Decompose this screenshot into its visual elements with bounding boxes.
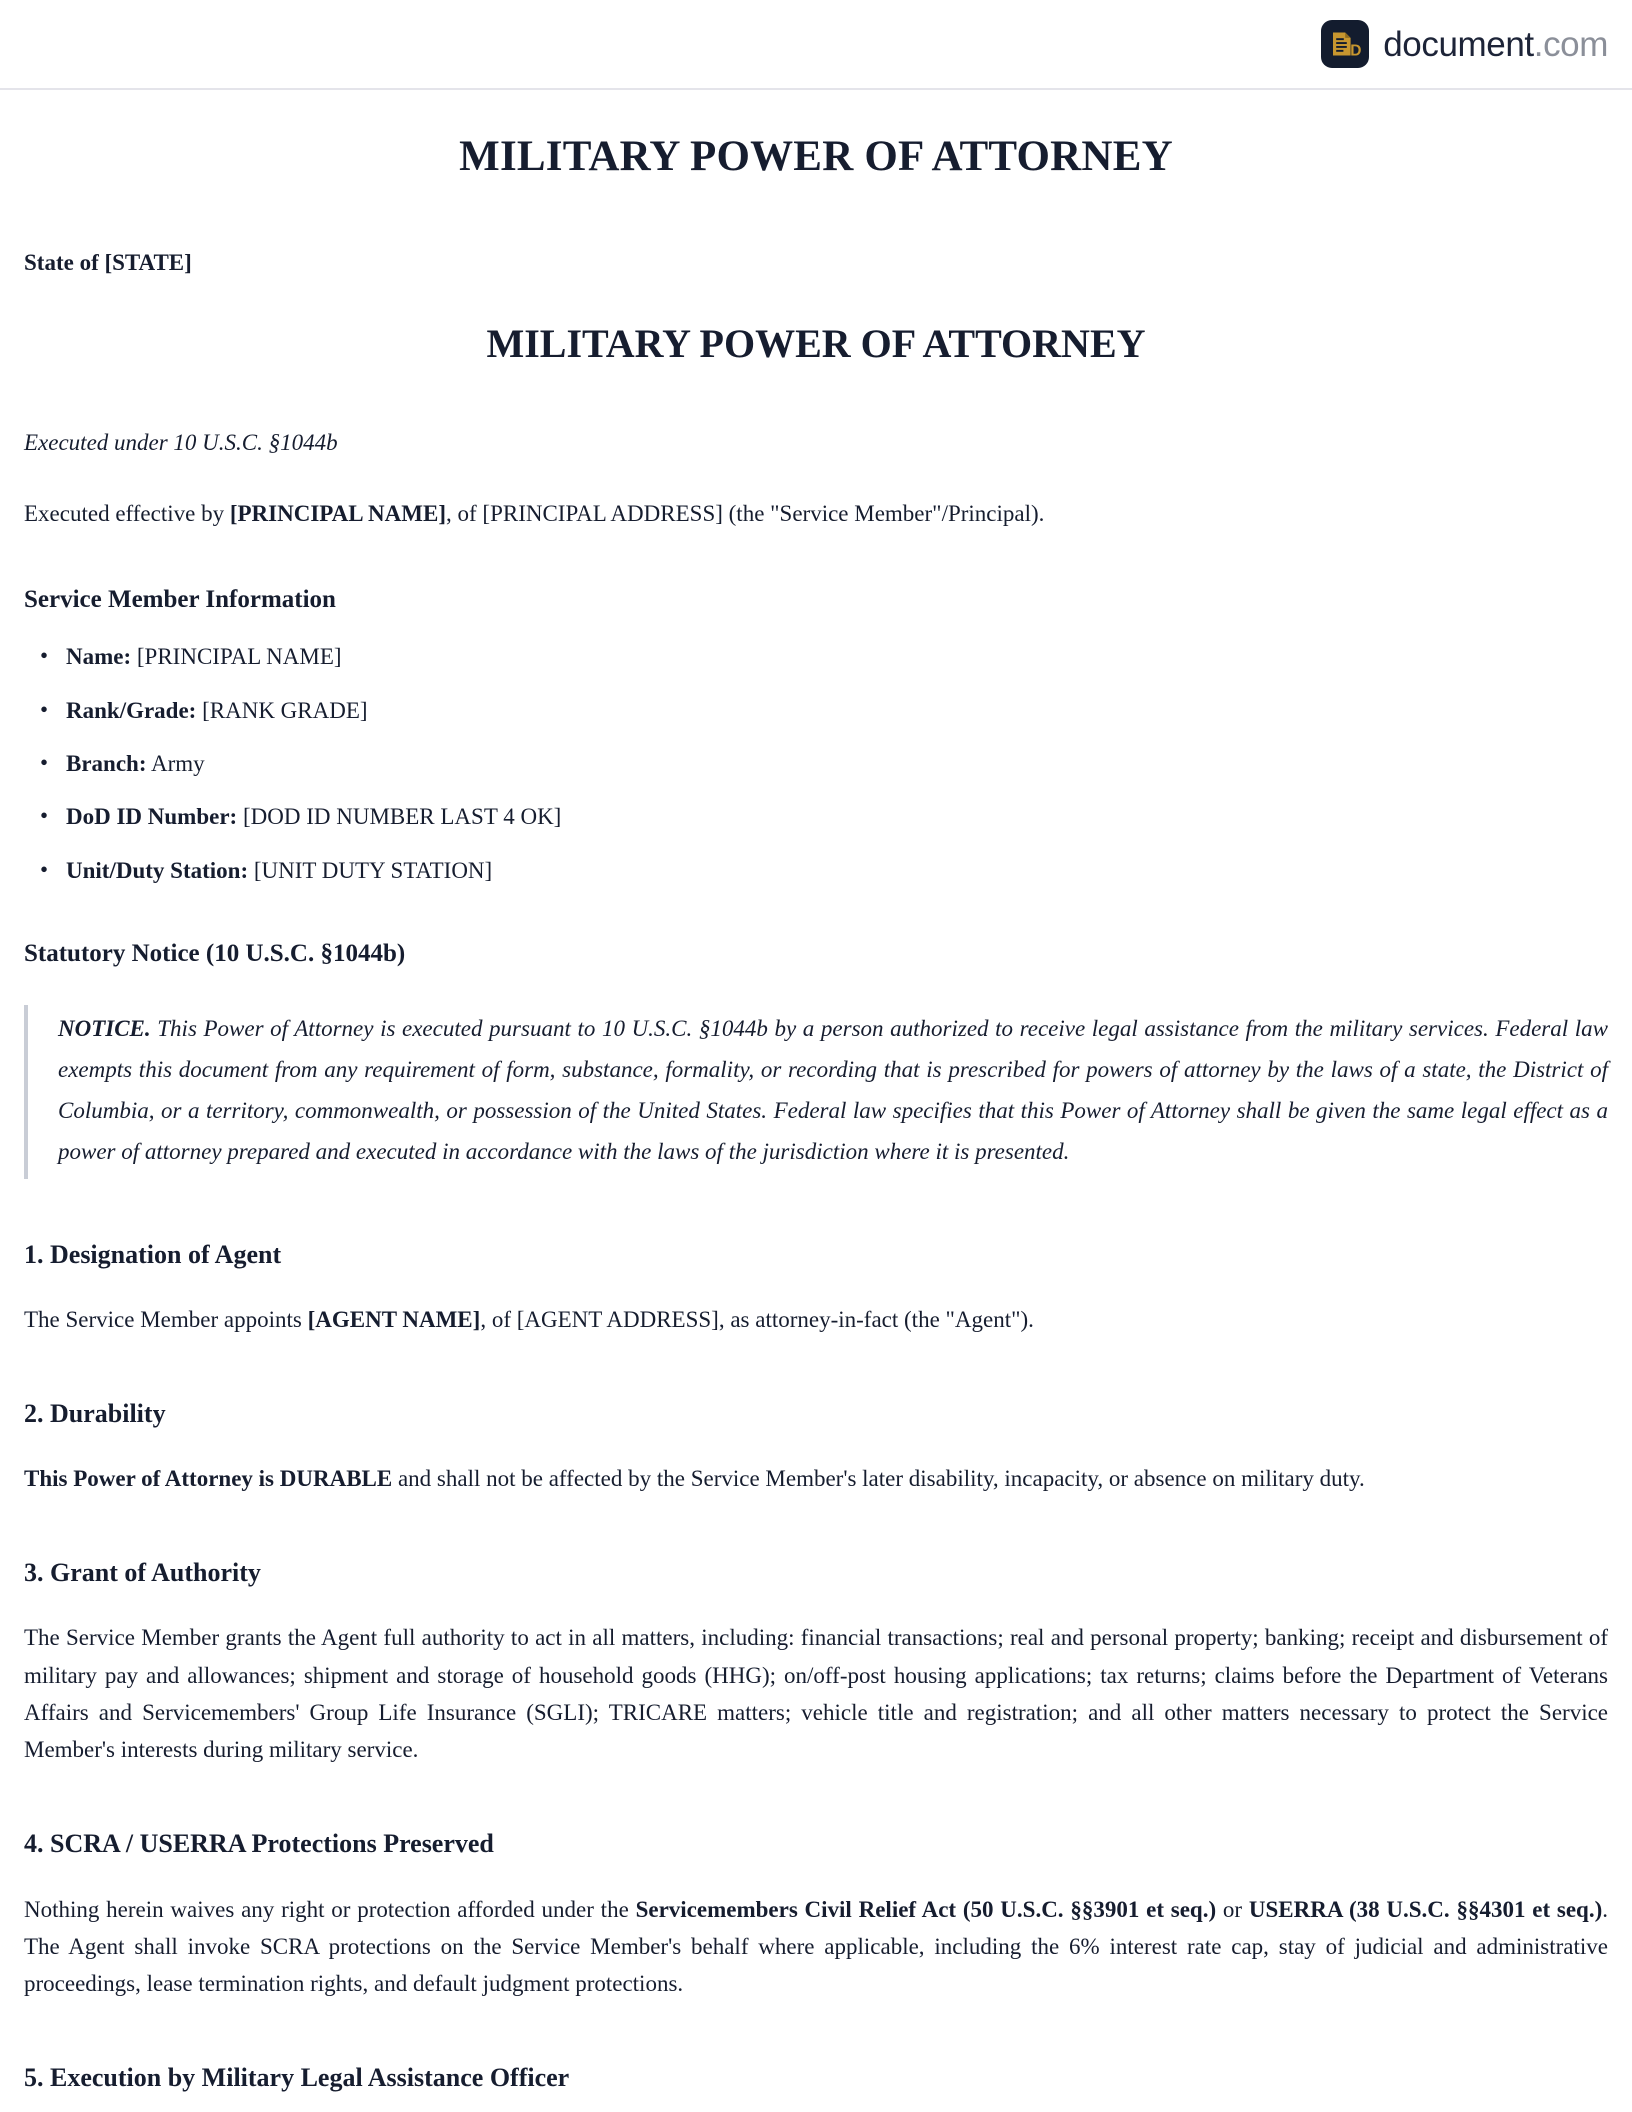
statutory-notice-heading: Statutory Notice (10 U.S.C. §1044b) (24, 940, 406, 968)
designation-of-agent-paragraph (24, 1301, 1608, 1338)
section-heading-durability: 2. Durability (24, 1399, 166, 1428)
list-item-value: [RANK GRADE] (202, 697, 368, 723)
section-heading-grant-of-authority: 3. Grant of Authority (24, 1558, 261, 1588)
document-logo-icon (1321, 20, 1369, 68)
notice-body-text: This Power of Attorney is executed pursuant to 10 U.S.C. §1044b by a person authorized to receive legal assistance from the military services. Federal law exempts this document from any requirement of form, substance, formality, or recording that is prescribed for powers of attorney by the laws of a state, the District of Columbia, or a territory, commonwealth, or possession of the United States. Federal law specifies that this Power of Attorney shall be given the same legal effect as a power of attorney prepared and executed in accordance with the laws of the jurisdiction where it is presented. (58, 1015, 1608, 1164)
site-header (0, 0, 1632, 90)
list-item-label: Rank/Grade: (66, 697, 197, 723)
intro-post-text: , of [PRINCIPAL ADDRESS] (the "Service Member"/Principal). (446, 501, 1045, 527)
durability-body-text: and shall not be affected by the Service Member's later disability, incapacity, or absence on military duty. (392, 1466, 1365, 1492)
list-item-value: [UNIT DUTY STATION] (253, 857, 493, 883)
scra-userra-paragraph (24, 1891, 1608, 2003)
brand-logo[interactable] (1321, 20, 1608, 68)
state-line: State of [STATE] (24, 249, 192, 275)
agent-name-placeholder: [AGENT NAME] (307, 1306, 481, 1332)
list-item-label: Branch: (66, 751, 147, 777)
list-item-label: Name: (66, 644, 132, 670)
svg-text:D: D (1350, 42, 1362, 60)
section-heading-scra-userra: 4. SCRA / USERRA Protections Preserved (24, 1829, 494, 1859)
section-heading-designation-of-agent: 1. Designation of Agent (24, 1239, 282, 1269)
document-heading-repeat: MILITARY POWER OF ATTORNEY (486, 320, 1146, 366)
list-item (24, 640, 1608, 673)
grant-of-authority-paragraph: The Service Member grants the Agent full authority to act in all matters, including: financial transactions; real and personal property; banking; receipt and disbursement of military pay and allowances; shipment and storage of household goods (HHG); on/off-post housing applications; tax returns; claims before the Department of Veterans Affairs and Servicemembers' Group Life Insurance (SGLI); TRICARE matters; vehicle title and registration; and all other matters necessary to protect the Service Member's interests during military service. (24, 1625, 1608, 1763)
section-heading-execution-by-legal-assistance-officer: 5. Execution by Military Legal Assistance Officer (24, 2063, 570, 2093)
durability-lead-text: This Power of Attorney is DURABLE (24, 1466, 393, 1492)
scra-act-citation: Servicemembers Civil Relief Act (50 U.S.C. §§3901 et seq.) (635, 1896, 1217, 1922)
principal-name-placeholder: [PRINCIPAL NAME] (229, 501, 446, 527)
executed-under-statute: Executed under 10 U.S.C. §1044b (24, 429, 338, 455)
statutory-notice-blockquote (24, 1005, 1608, 1179)
durability-paragraph (24, 1460, 1608, 1497)
list-item-value: [PRINCIPAL NAME] (136, 644, 342, 670)
scra-post-text: . The Agent shall invoke SCRA protections on the Service Member's behalf where applicable, including the 6% interest rate cap, stay of judicial and administrative proceedings, lease termination rights, and default judgment protections. (24, 1896, 1608, 1997)
list-item (24, 747, 1608, 780)
brand-name: document (1383, 24, 1534, 64)
brand-wordmark (1383, 24, 1608, 64)
list-item-label: DoD ID Number: (66, 804, 238, 830)
statutory-notice-text (58, 1009, 1608, 1173)
execution-intro-paragraph (24, 495, 1608, 532)
document-body (0, 130, 1632, 2095)
notice-lead-label: NOTICE. (58, 1015, 151, 1041)
intro-pre-text: Executed effective by (24, 501, 230, 527)
brand-tld: .com (1533, 24, 1608, 64)
scra-mid-text: or (1216, 1896, 1249, 1922)
scra-pre-text: Nothing herein waives any right or protection afforded under the (24, 1896, 636, 1922)
list-item-value: [DOD ID NUMBER LAST 4 OK] (242, 804, 562, 830)
service-member-information-list (24, 640, 1608, 887)
list-item (24, 854, 1608, 887)
service-member-information-heading: Service Member Information (24, 585, 336, 613)
designation-pre-text: The Service Member appoints (24, 1306, 308, 1332)
page-title: MILITARY POWER OF ATTORNEY (459, 133, 1173, 180)
list-item-label: Unit/Duty Station: (66, 857, 249, 883)
designation-post-text: , of [AGENT ADDRESS], as attorney-in-fact (the "Agent"). (480, 1306, 1034, 1332)
list-item (24, 694, 1608, 727)
list-item-value: Army (150, 751, 205, 777)
userra-act-citation: USERRA (38 U.S.C. §§4301 et seq.) (1248, 1896, 1603, 1922)
list-item (24, 800, 1608, 833)
